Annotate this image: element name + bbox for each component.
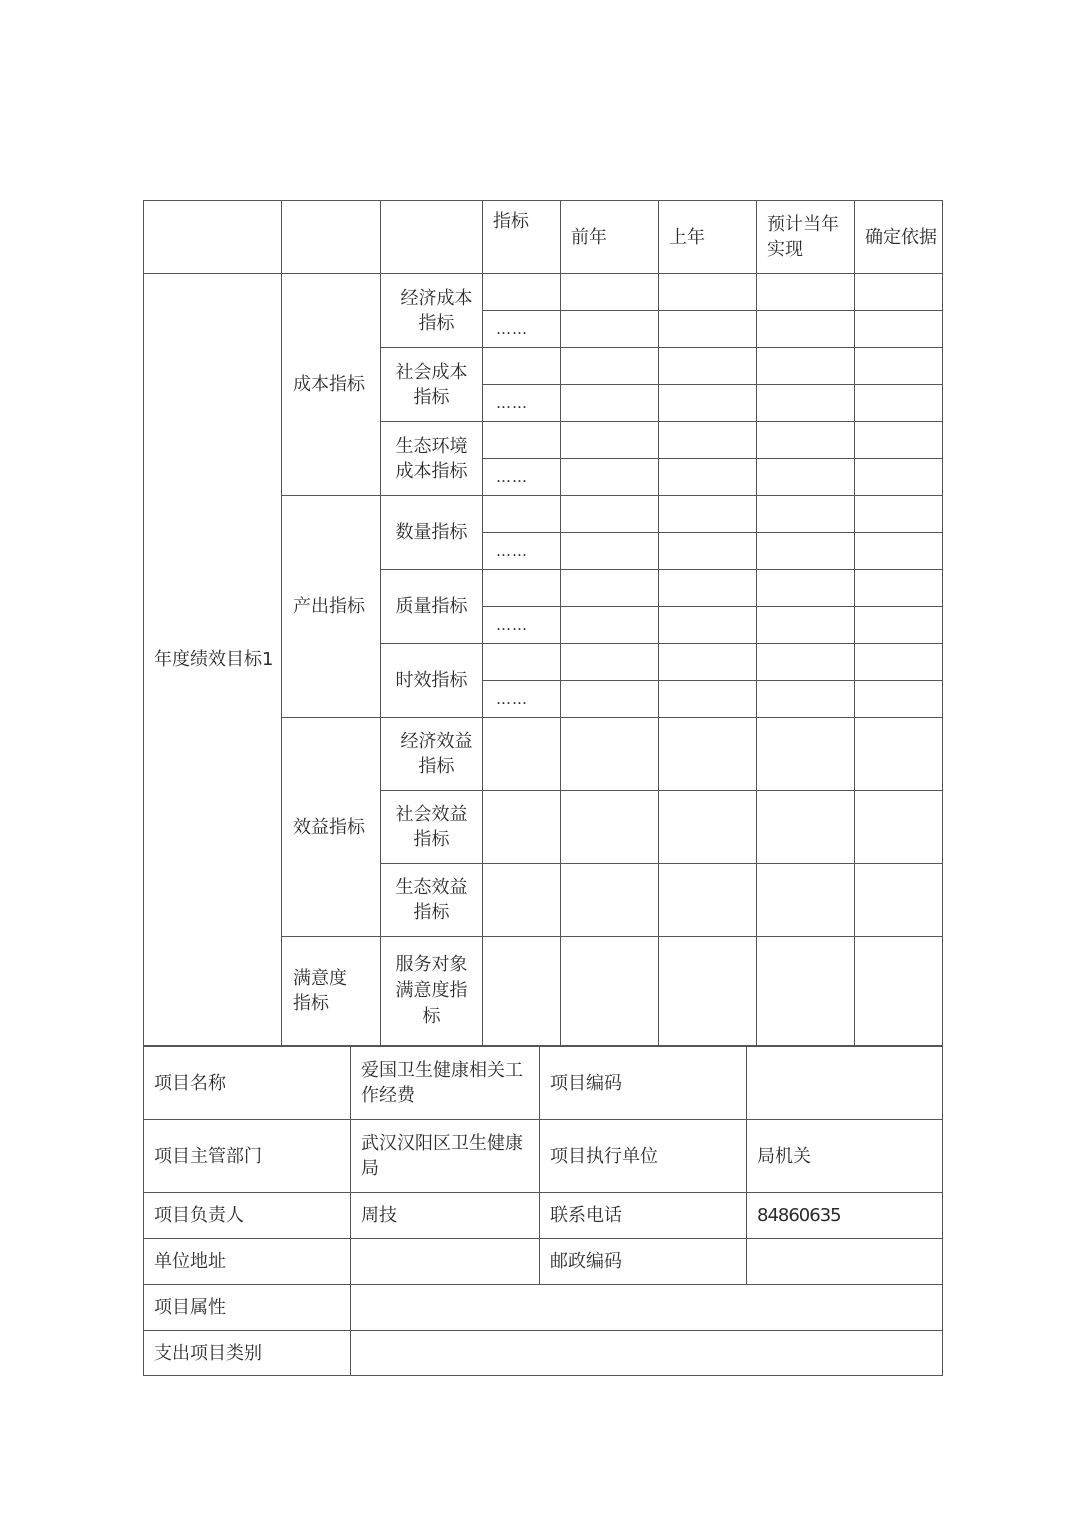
value-cell: [561, 311, 659, 348]
indicator-cell: [483, 570, 561, 607]
table-row: [144, 1239, 943, 1285]
project-name-label: 项目名称: [144, 1047, 351, 1120]
value-cell: [757, 791, 855, 864]
phone-label: 联系电话: [540, 1193, 747, 1239]
dept-label: 项目主管部门: [144, 1120, 351, 1193]
attr-value: [351, 1285, 943, 1331]
value-cell: [855, 385, 943, 422]
header-cell-empty-2: [282, 201, 381, 274]
header-cell-empty-3: [381, 201, 483, 274]
category-value: [351, 1331, 943, 1376]
value-cell: [757, 681, 855, 718]
annual-goal-label: 年度绩效目标1: [144, 274, 282, 1046]
address-value: [351, 1239, 540, 1285]
social-cost-indicator: 社会成本指标: [381, 348, 483, 422]
category-label: 支出项目类别: [144, 1331, 351, 1376]
indicator-cell: [483, 274, 561, 311]
header-cell-empty-1: [144, 201, 282, 274]
cost-indicator-label: 成本指标: [282, 274, 381, 496]
value-cell: [855, 570, 943, 607]
exec-unit-label: 项目执行单位: [540, 1120, 747, 1193]
value-cell: [659, 864, 757, 937]
value-cell: [855, 422, 943, 459]
ellipsis-cell: ……: [483, 681, 561, 718]
value-cell: [757, 607, 855, 644]
header-expected-this-year: 预计当年实现: [757, 201, 855, 274]
ellipsis-cell: ……: [483, 607, 561, 644]
table-row: [144, 1331, 943, 1376]
project-code-value: [747, 1047, 943, 1120]
value-cell: [561, 533, 659, 570]
value-cell: [757, 385, 855, 422]
timeliness-indicator: 时效指标: [381, 644, 483, 718]
table-row: [144, 1047, 943, 1120]
value-cell: [561, 422, 659, 459]
value-cell: [659, 496, 757, 533]
value-cell: [561, 864, 659, 937]
value-cell: [855, 681, 943, 718]
value-cell: [855, 459, 943, 496]
address-label: 单位地址: [144, 1239, 351, 1285]
value-cell: [561, 791, 659, 864]
value-cell: [659, 533, 757, 570]
value-cell: [659, 681, 757, 718]
header-indicator: 指标: [483, 201, 561, 274]
indicator-cell: [483, 864, 561, 937]
owner-label: 项目负责人: [144, 1193, 351, 1239]
ellipsis-cell: ……: [483, 311, 561, 348]
indicator-cell: [483, 644, 561, 681]
quality-indicator: 质量指标: [381, 570, 483, 644]
value-cell: [855, 644, 943, 681]
value-cell: [561, 570, 659, 607]
value-cell: [561, 644, 659, 681]
value-cell: [561, 459, 659, 496]
header-basis: 确定依据: [855, 201, 943, 274]
header-last-year: 上年: [659, 201, 757, 274]
value-cell: [659, 791, 757, 864]
eco-env-cost-indicator: 生态环境成本指标: [381, 422, 483, 496]
satisfaction-indicator-label: 满意度指标: [282, 937, 381, 1046]
indicator-cell: [483, 348, 561, 385]
table-row: [144, 1285, 943, 1331]
indicator-cell: [483, 496, 561, 533]
value-cell: [855, 718, 943, 791]
value-cell: [855, 496, 943, 533]
value-cell: [757, 864, 855, 937]
value-cell: [855, 311, 943, 348]
output-indicator-label: 产出指标: [282, 496, 381, 718]
table-row: [144, 274, 943, 311]
value-cell: [659, 274, 757, 311]
value-cell: [855, 348, 943, 385]
social-benefit-indicator: 社会效益指标: [381, 791, 483, 864]
value-cell: [561, 348, 659, 385]
eco-benefit-indicator: 生态效益指标: [381, 864, 483, 937]
performance-target-table: [143, 200, 943, 1046]
header-prev-prev-year: 前年: [561, 201, 659, 274]
header-row: [144, 201, 943, 274]
indicator-cell: [483, 791, 561, 864]
value-cell: [855, 937, 943, 1046]
quantity-indicator: 数量指标: [381, 496, 483, 570]
value-cell: [757, 644, 855, 681]
value-cell: [757, 533, 855, 570]
value-cell: [659, 937, 757, 1046]
value-cell: [855, 607, 943, 644]
value-cell: [561, 681, 659, 718]
table-row: [144, 1193, 943, 1239]
value-cell: [561, 385, 659, 422]
value-cell: [659, 459, 757, 496]
project-info-table: [143, 1046, 943, 1376]
value-cell: [855, 274, 943, 311]
value-cell: [757, 496, 855, 533]
value-cell: [757, 459, 855, 496]
value-cell: [659, 718, 757, 791]
value-cell: [855, 791, 943, 864]
value-cell: [561, 496, 659, 533]
value-cell: [757, 274, 855, 311]
economic-benefit-indicator: 经济效益指标: [381, 718, 483, 791]
value-cell: [561, 607, 659, 644]
value-cell: [659, 422, 757, 459]
value-cell: [757, 311, 855, 348]
value-cell: [855, 533, 943, 570]
value-cell: [561, 274, 659, 311]
dept-value: 武汉汉阳区卫生健康局: [351, 1120, 540, 1193]
attr-label: 项目属性: [144, 1285, 351, 1331]
project-code-label: 项目编码: [540, 1047, 747, 1120]
value-cell: [757, 422, 855, 459]
phone-value: 84860635: [747, 1193, 943, 1239]
ellipsis-cell: ……: [483, 385, 561, 422]
indicator-cell: [483, 422, 561, 459]
value-cell: [757, 937, 855, 1046]
value-cell: [659, 348, 757, 385]
value-cell: [659, 311, 757, 348]
economic-cost-indicator: 经济成本指标: [381, 274, 483, 348]
value-cell: [757, 718, 855, 791]
value-cell: [659, 644, 757, 681]
value-cell: [561, 718, 659, 791]
ellipsis-cell: ……: [483, 533, 561, 570]
postcode-value: [747, 1239, 943, 1285]
ellipsis-cell: ……: [483, 459, 561, 496]
value-cell: [659, 570, 757, 607]
value-cell: [659, 607, 757, 644]
indicator-cell: [483, 937, 561, 1046]
value-cell: [561, 937, 659, 1046]
value-cell: [659, 385, 757, 422]
value-cell: [757, 348, 855, 385]
project-name-value: 爱国卫生健康相关工作经费: [351, 1047, 540, 1120]
benefit-indicator-label: 效益指标: [282, 718, 381, 937]
service-satisfaction-indicator: 服务对象满意度指标: [381, 937, 483, 1046]
table-row: [144, 1120, 943, 1193]
value-cell: [855, 864, 943, 937]
exec-unit-value: 局机关: [747, 1120, 943, 1193]
value-cell: [757, 570, 855, 607]
owner-value: 周技: [351, 1193, 540, 1239]
postcode-label: 邮政编码: [540, 1239, 747, 1285]
indicator-cell: [483, 718, 561, 791]
